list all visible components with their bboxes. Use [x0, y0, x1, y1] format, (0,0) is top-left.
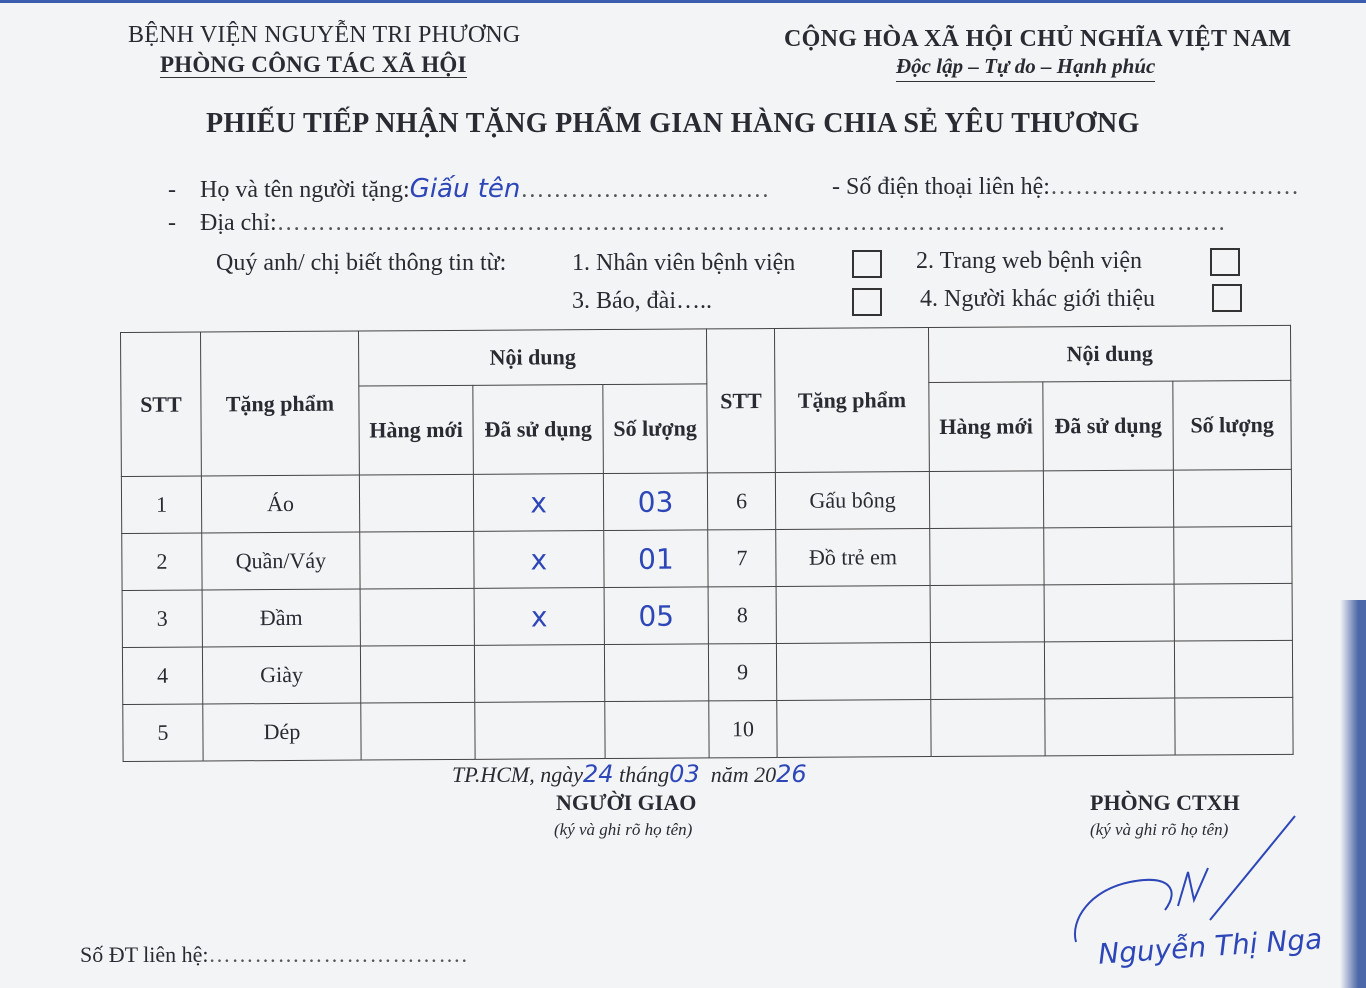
date-day: 24 — [583, 760, 614, 788]
header-new-right: Hàng mới — [929, 382, 1044, 472]
header-stt-right: STT — [707, 329, 776, 474]
option-2-checkbox[interactable] — [1210, 248, 1240, 276]
row-2-used: x — [474, 531, 604, 589]
table-row — [121, 470, 1291, 534]
contact-label: Số ĐT liên hệ: — [80, 942, 209, 967]
date-line: TP.HCM, ngày24 tháng03 năm 2026 — [452, 760, 807, 788]
row-6-used — [1043, 470, 1173, 528]
header-qty-left: Số lượng — [603, 384, 708, 474]
option-2: 2. Trang web bệnh viện — [916, 248, 1142, 274]
office-note: (ký và ghi rõ họ tên) — [1090, 820, 1229, 839]
signer-name: Nguyễn Thị Nga — [1097, 922, 1324, 971]
address-line: - Địa chỉ:…………………………………………………………………………………………………… — [168, 210, 1227, 236]
row-5-used — [475, 702, 605, 760]
form-title: PHIẾU TIẾP NHẬN TẶNG PHẨM GIAN HÀNG CHIA SẺ YÊU THƯƠNG — [206, 108, 1140, 139]
row-4-stt: 4 — [122, 647, 202, 704]
option-4: 4. Người khác giới thiệu — [920, 286, 1156, 312]
national-title: CỘNG HÒA XÃ HỘI CHỦ NGHĨA VIỆT NAM — [784, 26, 1292, 52]
donor-label: Họ và tên người tặng: — [200, 177, 410, 203]
table-row — [123, 697, 1293, 761]
row-9-qty — [1174, 640, 1292, 698]
row-9-item — [776, 643, 930, 701]
row-6-item: Gấu bông — [775, 472, 929, 530]
row-5-qty — [605, 701, 709, 759]
option-3-checkbox[interactable] — [852, 288, 882, 316]
row-3-new — [360, 589, 474, 647]
row-10-stt: 10 — [709, 701, 777, 758]
row-4-item: Giày — [202, 646, 360, 704]
header-item-left: Tặng phẩm — [201, 331, 360, 476]
background-edge — [1340, 600, 1366, 988]
table-row — [122, 640, 1292, 704]
row-7-new — [930, 528, 1044, 586]
row-5-new — [361, 702, 475, 760]
row-6-qty — [1173, 470, 1291, 528]
row-9-new — [930, 642, 1044, 700]
row-2-item: Quần/Váy — [202, 532, 360, 590]
header-content-left: Nội dung — [358, 329, 706, 386]
row-7-stt: 7 — [708, 530, 776, 587]
row-4-qty — [604, 644, 708, 702]
row-1-item: Áo — [201, 475, 359, 533]
donor-line: - Họ và tên người tặng:Giấu tên………………………… — [168, 174, 771, 204]
giver-title: NGƯỜI GIAO — [556, 790, 697, 815]
date-month: 03 — [669, 760, 700, 788]
row-10-qty — [1175, 697, 1293, 755]
row-4-new — [360, 645, 474, 703]
hospital-name: BỆNH VIỆN NGUYỄN TRI PHƯƠNG — [128, 22, 521, 48]
row-9-used — [1044, 641, 1174, 699]
header-used-right: Đã sử dụng — [1043, 381, 1174, 471]
option-3: 3. Báo, đài….. — [572, 288, 712, 314]
top-edge — [0, 0, 1366, 3]
source-label: Quý anh/ chị biết thông tin từ: — [216, 250, 507, 276]
row-9-stt: 9 — [708, 644, 776, 701]
national-motto: Độc lập – Tự do – Hạnh phúc — [896, 54, 1155, 82]
row-5-item: Dép — [203, 703, 361, 761]
row-8-qty — [1174, 584, 1292, 642]
address-label: Địa chỉ: — [200, 210, 277, 236]
contact-line: Số ĐT liên hệ:……………………………. — [80, 942, 469, 967]
row-10-used — [1045, 698, 1175, 756]
row-5-stt: 5 — [123, 704, 203, 761]
header-content-right: Nội dung — [929, 325, 1291, 382]
header-stt-left: STT — [121, 332, 202, 477]
row-8-item — [776, 586, 930, 644]
header-new-left: Hàng mới — [359, 385, 474, 475]
row-3-used: x — [474, 588, 604, 646]
row-8-stt: 8 — [708, 587, 776, 644]
row-6-stt: 6 — [707, 473, 775, 530]
row-1-new — [359, 475, 473, 533]
row-8-used — [1044, 584, 1174, 642]
row-1-qty: 03 — [603, 473, 707, 531]
department-name: PHÒNG CÔNG TÁC XÃ HỘI — [160, 52, 467, 77]
row-2-stt: 2 — [122, 533, 202, 590]
table-row — [122, 584, 1292, 648]
row-1-stt: 1 — [121, 476, 201, 533]
row-8-new — [930, 585, 1044, 643]
row-7-used — [1044, 527, 1174, 585]
phone-label: - Số điện thoại liên hệ: — [832, 174, 1050, 200]
option-1: 1. Nhân viên bệnh viện — [572, 250, 796, 276]
giver-note: (ký và ghi rõ họ tên) — [554, 820, 693, 839]
row-3-item: Đầm — [202, 589, 360, 647]
row-6-new — [929, 471, 1043, 529]
row-2-new — [360, 532, 474, 590]
row-1-used: x — [473, 474, 603, 532]
donor-value: Giấu tên — [409, 174, 521, 204]
row-10-new — [931, 699, 1045, 757]
row-7-item: Đồ trẻ em — [776, 529, 930, 587]
header-item-right: Tặng phẩm — [775, 328, 930, 473]
table-row — [122, 527, 1292, 591]
donation-table — [120, 325, 1293, 766]
row-4-used — [474, 645, 604, 703]
header-qty-right: Số lượng — [1173, 380, 1292, 470]
row-2-qty: 01 — [604, 530, 708, 588]
office-title: PHÒNG CTXH — [1090, 790, 1240, 815]
row-3-qty: 05 — [604, 587, 708, 645]
header-used-left: Đã sử dụng — [473, 384, 604, 474]
phone-line: - Số điện thoại liên hệ:………………………… — [832, 174, 1300, 200]
row-3-stt: 3 — [122, 590, 202, 647]
option-1-checkbox[interactable] — [852, 250, 882, 278]
option-4-checkbox[interactable] — [1212, 284, 1242, 312]
date-year: 26 — [776, 760, 807, 788]
row-7-qty — [1174, 527, 1292, 585]
row-10-item — [777, 700, 931, 758]
